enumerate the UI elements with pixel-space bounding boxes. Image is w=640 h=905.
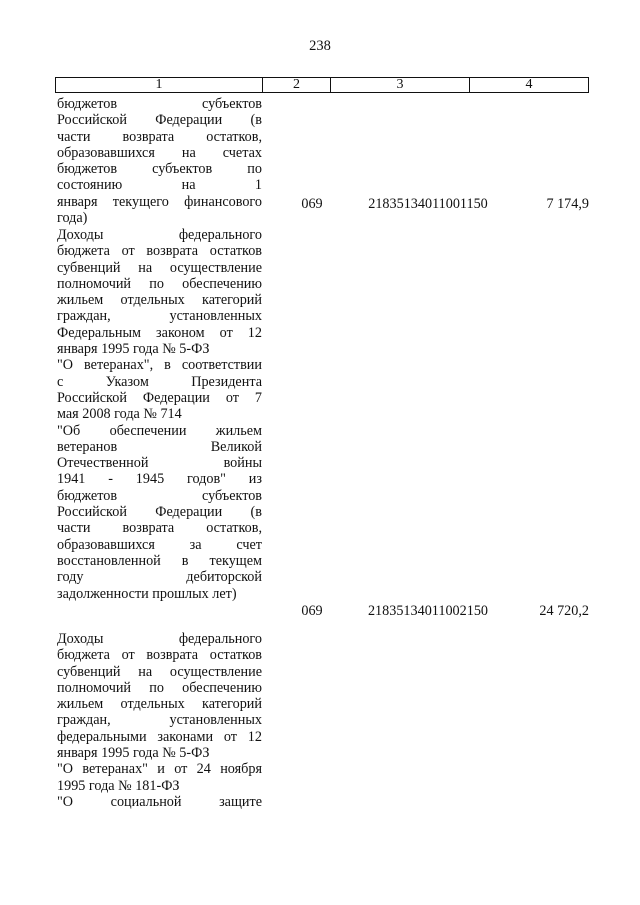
desc-line: граждан, установленных — [57, 712, 262, 729]
desc-line: Российской Федерации от 7 — [57, 389, 262, 406]
desc-line: ветеранов Великой — [57, 438, 262, 455]
table-row — [57, 96, 589, 226]
desc-line: Российской Федерации (в — [57, 504, 262, 521]
desc-line: года) — [57, 210, 88, 227]
header-col-2: 2 — [263, 78, 331, 92]
desc-line: Доходы федерального — [57, 631, 262, 647]
desc-line: полномочий по обеспечению — [57, 679, 262, 696]
desc-line: полномочий по обеспечению — [57, 275, 262, 292]
desc-line: части возврата остатков, — [57, 128, 262, 145]
desc-line: бюджетов субъектов по состоянию на 1 — [57, 161, 262, 194]
desc-line: субвенций на осуществление — [57, 663, 262, 680]
row-kbk: 21835134011001150 — [368, 196, 488, 212]
header-col-3: 3 — [331, 78, 470, 92]
desc-line: января текущего финансового — [57, 193, 262, 210]
desc-line: образовавшихся на счетах — [57, 144, 262, 161]
desc-line: субвенций на осуществление — [57, 259, 262, 276]
desc-line: "О ветеранах", в соответствии — [57, 357, 262, 374]
desc-line: году дебиторской — [57, 569, 262, 586]
row-code: 069 — [301, 196, 323, 212]
desc-line: Федеральным законом от 12 — [57, 324, 262, 341]
desc-line: части возврата остатков, — [57, 520, 262, 537]
desc-line: бюджетов субъектов — [57, 96, 262, 112]
desc-line: Российской Федерации (в — [57, 112, 262, 129]
row-amount: 24 720,2 — [539, 603, 589, 619]
table-header — [55, 77, 589, 93]
desc-line: жильем отдельных категорий — [57, 696, 262, 713]
desc-line: "О социальной защите — [57, 793, 262, 810]
desc-line: 1941 - 1945 годов" из — [57, 471, 262, 488]
desc-line: 1995 года № 181-ФЗ — [57, 777, 180, 794]
row-amount: 7 174,9 — [546, 196, 589, 212]
desc-line: федеральными законами от 12 — [57, 728, 262, 745]
desc-line: "О ветеранах" и от 24 ноября — [57, 761, 262, 778]
desc-line: мая 2008 года № 714 — [57, 406, 182, 423]
desc-line: жильем отдельных категорий — [57, 292, 262, 309]
desc-line: граждан, установленных — [57, 308, 262, 325]
page-number: 238 — [309, 38, 331, 54]
desc-line: бюджета от возврата остатков — [57, 647, 262, 664]
table-row — [57, 227, 589, 619]
desc-line: января 1995 года № 5-ФЗ — [57, 341, 210, 358]
desc-line: бюджета от возврата остатков — [57, 243, 262, 260]
desc-line: Доходы федерального — [57, 227, 262, 243]
desc-line: "Об обеспечении жильем — [57, 422, 262, 439]
desc-line: Отечественной войны — [57, 455, 262, 472]
desc-line: восстановленной в текущем — [57, 552, 262, 569]
row-description — [57, 227, 262, 602]
desc-line: с Указом Президента — [57, 373, 262, 390]
desc-line: января 1995 года № 5-ФЗ — [57, 745, 210, 762]
desc-line: образовавшихся за счет — [57, 536, 262, 553]
desc-line: задолженности прошлых лет) — [57, 585, 237, 602]
desc-line: бюджетов субъектов — [57, 487, 262, 504]
header-col-4: 4 — [525, 77, 533, 92]
row-kbk: 21835134011002150 — [367, 603, 489, 619]
row-description — [57, 96, 262, 226]
row-description — [57, 631, 262, 810]
table-row — [57, 631, 589, 810]
row-code: 069 — [301, 603, 323, 619]
header-col-1: 1 — [56, 78, 263, 92]
